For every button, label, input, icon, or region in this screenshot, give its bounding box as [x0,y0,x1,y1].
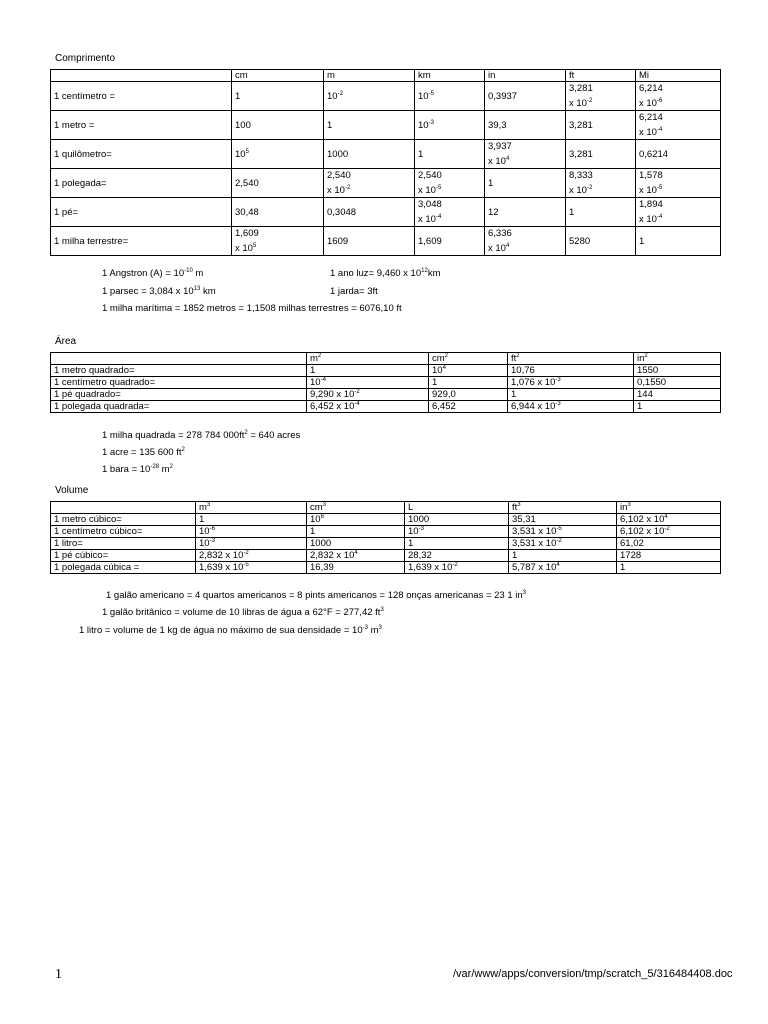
table-cell: 1 [485,169,566,198]
table-cell [636,198,721,227]
table-cell: 929,0 [429,389,508,401]
file-path: /var/www/apps/conversion/tmp/scratch_5/316484408.doc [453,968,733,980]
table-cell: 1 metro cúbico= [51,514,196,526]
table-row [51,389,721,401]
table-cell: 2,832 x $10^{-2}$ [196,550,307,562]
table-cell: 1 pé quadrado= [51,389,307,401]
cell-mantissa: 2,540 [327,170,351,181]
table-cell: 1 [405,538,509,550]
table-row [51,377,721,389]
table-cell: 1000 [307,538,405,550]
table-cell: 35,31 [509,514,617,526]
table-row [51,198,721,227]
cell-exponent-line: x $10^{-5}$ [418,184,442,196]
table-cell: $10^{-3}$ [405,526,509,538]
cell-mantissa: 8,333 [569,170,593,181]
note-angstrom: 1 Angstron $(A) = 10^{-10}$ m [102,267,204,279]
table-row [51,111,721,140]
table-cell: 3,531 x $10^{-5}$ [509,526,617,538]
table-cell: 6,102 x $10^4$ [617,514,721,526]
column-header: $in^3$ [617,502,721,514]
table-cell [636,111,721,140]
table-row [51,401,721,413]
table-cell: 6,452 x $10^{-4}$ [307,401,429,413]
table-cell: $10^4$ [429,365,508,377]
cell-exponent-line: x $10^{-4}$ [639,126,663,138]
table-cell: 1 litro= [51,538,196,550]
table-cell [636,82,721,111]
table-cell: 1 milha terrestre= [51,227,232,256]
column-header: $cm^2$ [429,353,508,365]
cell-exponent-line: x $10^{-6}$ [639,97,663,109]
cell-exponent-line: x $10^{-2}$ [569,184,593,196]
table-cell: $10^{-3}$ [415,111,485,140]
table-cell [415,169,485,198]
table-cell: 1 [232,82,324,111]
table-cell: 3,281 [566,111,636,140]
cell-exponent-line: x $10^{-2}$ [569,97,593,109]
column-header: $m^2$ [307,353,429,365]
note-litro: 1 litro = volume de 1 kg de água no máximo de sua densidade = $10^{-3}$ $m^3$ [79,624,382,636]
table-row [51,169,721,198]
table-cell: 0,6214 [636,140,721,169]
table-cell: 12 [485,198,566,227]
cell-mantissa: 1,609 [235,228,259,239]
table-cell: 1,609 [415,227,485,256]
column-header: L [405,502,509,514]
table-cell [485,227,566,256]
cell-mantissa: 3,937 [488,141,512,152]
table-cell: 1000 [405,514,509,526]
table-cell: 1 quilômetro= [51,140,232,169]
table-cell [566,169,636,198]
section-title-comprimento: Comprimento [55,53,116,64]
table-cell: 1 centímetro = [51,82,232,111]
note-milha-quadrada: 1 milha quadrada = 278 784 $000ft^2 = 640$ acres [102,429,301,441]
table-cell: 5,787 x $10^4$ [509,562,617,574]
note-galao-britanico: 1 galão britânico = volume de 10 libras de água a 62°F = 277,42 $ft^3$ [102,606,384,618]
table-cell: $10^6$ [307,514,405,526]
section-title-area: Área [55,336,77,347]
table-cell: 39,3 [485,111,566,140]
column-header: Mi [636,70,721,82]
table-cell: 1 centímetro cúbico= [51,526,196,538]
column-header: m [324,70,415,82]
table-cell: 1 pé cúbico= [51,550,196,562]
table-cell: 1 [634,401,721,413]
note-bara: 1 bara = $10^{-28}$ $m^2$ [102,463,173,475]
table-cell: 1 polegada quadrada= [51,401,307,413]
note-acre: 1 acre = 135 600 $ft^2$ [102,446,185,458]
column-header [51,70,232,82]
cell-mantissa: 2,540 [418,170,442,181]
cell-exponent-line: x $10^4$ [488,155,510,167]
table-cell: $10^{-2}$ [324,82,415,111]
cell-mantissa: 3,048 [418,199,442,210]
table-area [50,352,721,413]
table-cell: 1 [566,198,636,227]
table-cell: 1550 [634,365,721,377]
cell-mantissa: 6,214 [639,112,663,123]
table-row [51,514,721,526]
table-cell: 1 pé= [51,198,232,227]
table-comprimento [50,69,721,256]
table-cell: $10^5$ [232,140,324,169]
note-parsec: 1 parsec = 3,084 x $10^{13}$ km [102,285,216,297]
table-cell: 16,39 [307,562,405,574]
table-cell: 28,32 [405,550,509,562]
table-cell: 1 [509,550,617,562]
column-header: $ft^2$ [508,353,634,365]
column-header [51,353,307,365]
table-cell: 10,76 [508,365,634,377]
cell-mantissa: 1,894 [639,199,663,210]
table-cell: 1000 [324,140,415,169]
table-volume [50,501,721,574]
table-cell: 1,639 x $10^{-2}$ [405,562,509,574]
column-header [51,502,196,514]
column-header: $in^2$ [634,353,721,365]
table-cell: 9,290 x $10^{-2}$ [307,389,429,401]
cell-exponent-line: x $10^{-2}$ [327,184,351,196]
table-cell: 6,452 [429,401,508,413]
column-header: cm [232,70,324,82]
table-cell: 1 [324,111,415,140]
table-cell [485,140,566,169]
column-header: $cm^3$ [307,502,405,514]
table-cell: 1,076 x $10^{-3}$ [508,377,634,389]
table-cell: 6,944 x $10^{-3}$ [508,401,634,413]
note-galao-americano: 1 galão americano = 4 quartos americanos = 8 pints americanos = 128 onças americanas = 23 1 $in^3$ [106,589,527,601]
column-header: km [415,70,485,82]
page-number: 1 [55,967,62,982]
table-cell: 100 [232,111,324,140]
section-title-volume: Volume [55,485,89,496]
table-cell: 1 [508,389,634,401]
table-cell: 0,3937 [485,82,566,111]
column-header: in [485,70,566,82]
table-cell: 1 metro = [51,111,232,140]
table-cell [415,198,485,227]
table-row [51,538,721,550]
table-cell [636,169,721,198]
table-row [51,140,721,169]
table-cell [232,227,324,256]
cell-mantissa: 1,578 [639,170,663,181]
table-cell [324,169,415,198]
cell-exponent-line: x $10^{-5}$ [639,184,663,196]
table-row [51,227,721,256]
table-cell: 1 [429,377,508,389]
cell-exponent-line: x $10^{-4}$ [639,213,663,225]
table-header-row [51,70,721,82]
note-ano-luz: 1 ano luz= 9,460 x $10^{12}km$ [330,267,441,279]
table-cell: $10^{-4}$ [307,377,429,389]
table-cell: 1 [196,514,307,526]
table-cell: $10^{-3}$ [196,538,307,550]
cell-exponent-line: x $10^5$ [235,242,257,254]
table-cell: 3,281 [566,140,636,169]
note-milha-maritima: 1 milha marítima = 1852 metros = 1,1508 milhas terrestres = 6076,10 ft [102,303,402,314]
table-row [51,82,721,111]
table-cell: 1 [617,562,721,574]
table-cell: 1 [307,526,405,538]
cell-mantissa: 3,281 [569,83,593,94]
table-row [51,562,721,574]
table-header-row [51,502,721,514]
column-header: ft [566,70,636,82]
table-cell: 0,3048 [324,198,415,227]
table-cell: 1 centímetro quadrado= [51,377,307,389]
table-cell: 1 polegada cúbica = [51,562,196,574]
table-cell: 5280 [566,227,636,256]
table-row [51,526,721,538]
note-jarda: 1 jarda= 3ft [330,286,378,297]
table-cell: 6,102 x $10^{-2}$ [617,526,721,538]
column-header: $m^3$ [196,502,307,514]
table-cell: $10^{-5}$ [415,82,485,111]
column-header: $ft^3$ [509,502,617,514]
table-cell: 1,639 x $10^{-5}$ [196,562,307,574]
table-cell: 144 [634,389,721,401]
table-cell: $10^{-6}$ [196,526,307,538]
table-cell: 1728 [617,550,721,562]
table-cell: 2,540 [232,169,324,198]
cell-exponent-line: x $10^{-4}$ [418,213,442,225]
table-cell: 1 [415,140,485,169]
table-row [51,365,721,377]
table-cell: 0,1550 [634,377,721,389]
table-cell: 1 polegada= [51,169,232,198]
table-cell: 2,832 x $10^4$ [307,550,405,562]
table-cell: 3,531 x $10^{-2}$ [509,538,617,550]
cell-exponent-line: x $10^4$ [488,242,510,254]
cell-mantissa: 6,336 [488,228,512,239]
table-cell: 30,48 [232,198,324,227]
table-cell [566,82,636,111]
table-cell: 1 [307,365,429,377]
table-cell: 1 [636,227,721,256]
table-header-row [51,353,721,365]
table-cell: 1 metro quadrado= [51,365,307,377]
cell-mantissa: 6,214 [639,83,663,94]
table-cell: 61,02 [617,538,721,550]
table-cell: 1609 [324,227,415,256]
table-row [51,550,721,562]
